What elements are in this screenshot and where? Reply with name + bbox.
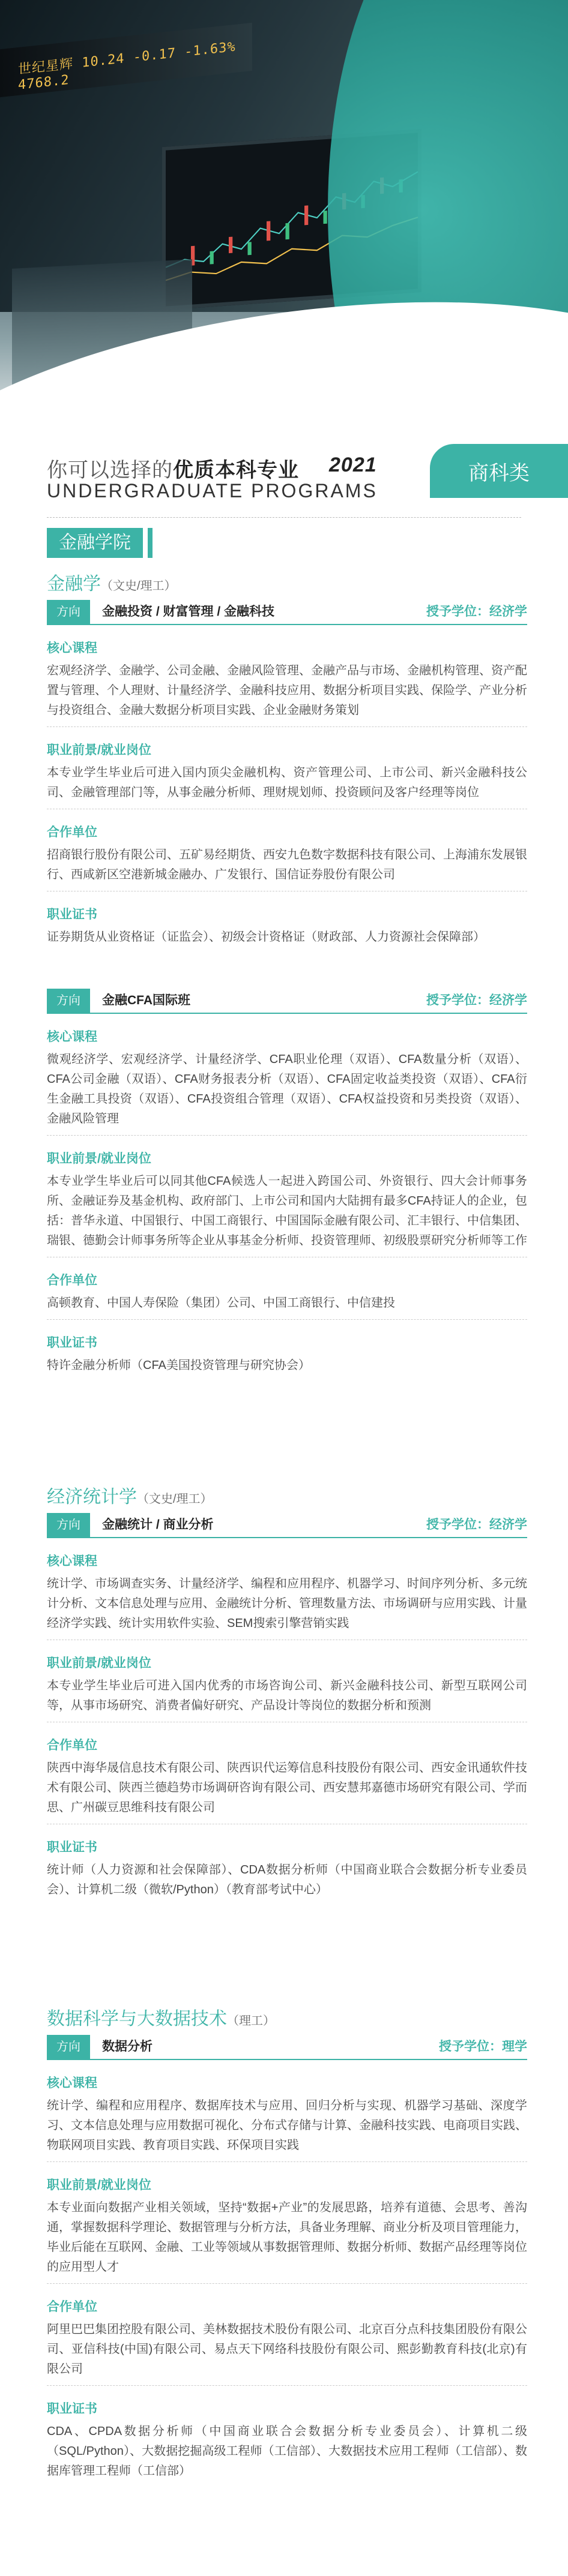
certs-heading: 职业证书 xyxy=(47,908,97,921)
direction-label: 方向 xyxy=(47,600,90,624)
title-bold: 优质本科专业 xyxy=(173,459,299,482)
school-tag: 金融学院 xyxy=(47,528,143,558)
direction-text: 数据分析 xyxy=(102,2040,153,2053)
header-divider xyxy=(47,517,521,518)
title-prefix: 你可以选择的 xyxy=(47,459,173,482)
major-section-finance xyxy=(47,569,527,947)
careers-heading: 职业前景/就业岗位 xyxy=(47,1656,151,1670)
courses-heading: 核心课程 xyxy=(47,641,97,655)
direction-text: 金融投资 / 财富管理 / 金融科技 xyxy=(102,605,275,619)
title-english: UNDERGRADUATE PROGRAMS xyxy=(47,480,378,502)
direction-label: 方向 xyxy=(47,1513,90,1537)
courses-text: 微观经济学、宏观经济学、计量经济学、CFA职业伦理（双语）、CFA数量分析（双语）、CFA公司金融（双语）、CFA财务报表分析（双语）、CFA固定收益类投资（双语）、CFA衍生金融工具投资（双语）、CFA投资组合管理（双语）、CFA权益投资和另类投资（双语）、金融风险管理 xyxy=(47,1053,527,1125)
major-section-cfa xyxy=(47,984,527,1376)
direction-bar xyxy=(47,600,527,625)
courses-heading: 核心课程 xyxy=(47,1554,97,1568)
partners-text: 阿里巴巴集团控股有限公司、美林数据技术股份有限公司、北京百分点科技集团股份有限公司、亚信科技(中国)有限公司、易点天下网络科技股份有限公司、熙彭勤教育科技(北京)有限公司 xyxy=(47,2323,527,2376)
courses-heading: 核心课程 xyxy=(47,2076,97,2090)
direction-bar xyxy=(47,1513,527,1538)
degree-text: 授予学位：经济学 xyxy=(426,1518,527,1532)
section-divider xyxy=(47,2385,527,2386)
partners-text: 陕西中海华晟信息技术有限公司、陕西识代运筹信息科技股份有限公司、西安金讯通软件技术有限公司、陕西兰德趋势市场调研咨询有限公司、西安慧邦嘉德市场研究有限公司、学而思、广州碳豆思维科技有限公司 xyxy=(47,1761,527,1814)
certs-heading: 职业证书 xyxy=(47,1841,97,1854)
partners-heading: 合作单位 xyxy=(47,1739,97,1752)
section-divider xyxy=(47,1319,527,1320)
certs-heading: 职业证书 xyxy=(47,1336,97,1350)
direction-label: 方向 xyxy=(47,2035,90,2059)
partners-text: 招商银行股份有限公司、五矿易经期货、西安九色数字数据科技有限公司、上海浦东发展银行、西咸新区空港新城金融办、广发银行、国信证券股份有限公司 xyxy=(47,848,527,881)
stock-ticker-display: 世纪星辉 10.24 -0.17 -1.63% 4768.2 xyxy=(0,23,252,97)
certs-text: CDA、CPDA数据分析师（中国商业联合会数据分析专业委员会）、计算机二级（SQL/Python）、大数据挖掘高级工程师（工信部）、大数据技术应用工程师（工信部）、数据库管理工程师（工信部） xyxy=(47,2425,527,2478)
category-badge: 商科类 xyxy=(430,444,568,498)
certs-text: 统计师（人力资源和社会保障部）、CDA数据分析师（中国商业联合会数据分析专业委员会）、计算机二级（微软/Python）（教育部考试中心） xyxy=(47,1863,527,1896)
careers-text: 本专业面向数据产业相关领域，坚持“数据+产业”的发展思路，培养有道德、会思考、善沟通，掌握数据科学理论、数据管理与分析方法，具备业务理解、商业分析及项目管理能力，毕业后能在互联网、金融、工业等领域从事数据管理师、数据分析师、数据产品经理等岗位的应用型人才 xyxy=(47,2201,527,2274)
direction-label: 方向 xyxy=(47,989,90,1013)
partners-heading: 合作单位 xyxy=(47,825,97,839)
section-divider xyxy=(47,2161,527,2162)
direction-bar xyxy=(47,989,527,1014)
degree-text: 授予学位：经济学 xyxy=(426,605,527,619)
courses-heading: 核心课程 xyxy=(47,1030,97,1044)
section-divider xyxy=(47,2283,527,2284)
major-name: 经济统计学（文史/理工） xyxy=(47,1487,213,1507)
page-title xyxy=(47,454,377,483)
degree-text: 授予学位：理学 xyxy=(439,2040,527,2053)
certs-text: 特许金融分析师（CFA美国投资管理与研究协会） xyxy=(47,1359,310,1372)
careers-heading: 职业前景/就业岗位 xyxy=(47,2178,151,2192)
title-year: 2021 xyxy=(329,454,377,476)
section-divider xyxy=(47,1135,527,1136)
courses-text: 统计学、编程和应用程序、数据库技术与应用、回归分析与实现、机器学习基础、深度学习、文本信息处理与应用数据可视化、分布式存储与计算、金融科技实践、电商项目实践、物联网项目实践、教育项目实践、环保项目实践 xyxy=(47,2099,527,2152)
major-name: 金融学（文史/理工） xyxy=(47,574,177,594)
hero-banner xyxy=(0,0,568,456)
major-section-economic-statistics xyxy=(47,1482,527,1900)
partners-text: 高顿教育、中国人寿保险（集团）公司、中国工商银行、中信建投 xyxy=(47,1296,395,1310)
careers-heading: 职业前景/就业岗位 xyxy=(47,1152,151,1166)
degree-text: 授予学位：经济学 xyxy=(426,993,527,1007)
careers-heading: 职业前景/就业岗位 xyxy=(47,743,151,757)
certs-heading: 职业证书 xyxy=(47,2402,97,2416)
certs-text: 证券期货从业资格证（证监会）、初级会计资格证（财政部、人力资源社会保障部） xyxy=(47,930,485,944)
partners-heading: 合作单位 xyxy=(47,2300,97,2314)
careers-text: 本专业学生毕业后可以同其他CFA候选人一起进入跨国公司、外资银行、四大会计师事务所、金融证券及基金机构、政府部门、上市公司和国内大陆拥有最多CFA持证人的企业，包括：普华永道、中国银行、中国工商银行、中国国际金融有限公司、汇丰银行、中信集团、瑞银、德勤会计师事务所等企业从事基金分析师、投资管理师、初级股票研究分析师等工作 xyxy=(47,1175,527,1247)
section-divider xyxy=(47,726,527,727)
major-name: 数据科学与大数据技术（理工） xyxy=(47,2009,275,2029)
direction-text: 金融CFA国际班 xyxy=(102,993,190,1007)
partners-heading: 合作单位 xyxy=(47,1274,97,1287)
direction-text: 金融统计 / 商业分析 xyxy=(102,1518,214,1532)
courses-text: 宏观经济学、金融学、公司金融、金融风险管理、金融产品与市场、金融机构管理、资产配置与管理、个人理财、计量经济学、金融科技应用、数据分析项目实践、保险学、产业分析与投资组合、金融大数据分析项目实践、企业金融财务策划 xyxy=(47,664,527,717)
careers-text: 本专业学生毕业后可进入国内顶尖金融机构、资产管理公司、上市公司、新兴金融科技公司、金融管理部门等，从事金融分析师、理财规划师、投资顾问及客户经理等岗位 xyxy=(47,766,527,799)
courses-text: 统计学、市场调查实务、计量经济学、编程和应用程序、机器学习、时间序列分析、多元统计分析、文本信息处理与应用、金融统计分析、管理数量方法、市场调研与应用实践、计量经济学实践、统计实用软件实验、SEM搜索引擎营销实践 xyxy=(47,1577,527,1630)
major-section-data-science xyxy=(47,2004,527,2481)
careers-text: 本专业学生毕业后可进入国内优秀的市场咨询公司、新兴金融科技公司、新型互联网公司等，从事市场研究、消费者偏好研究、产品设计等岗位的数据分析和预测 xyxy=(47,1679,527,1712)
direction-bar xyxy=(47,2035,527,2060)
